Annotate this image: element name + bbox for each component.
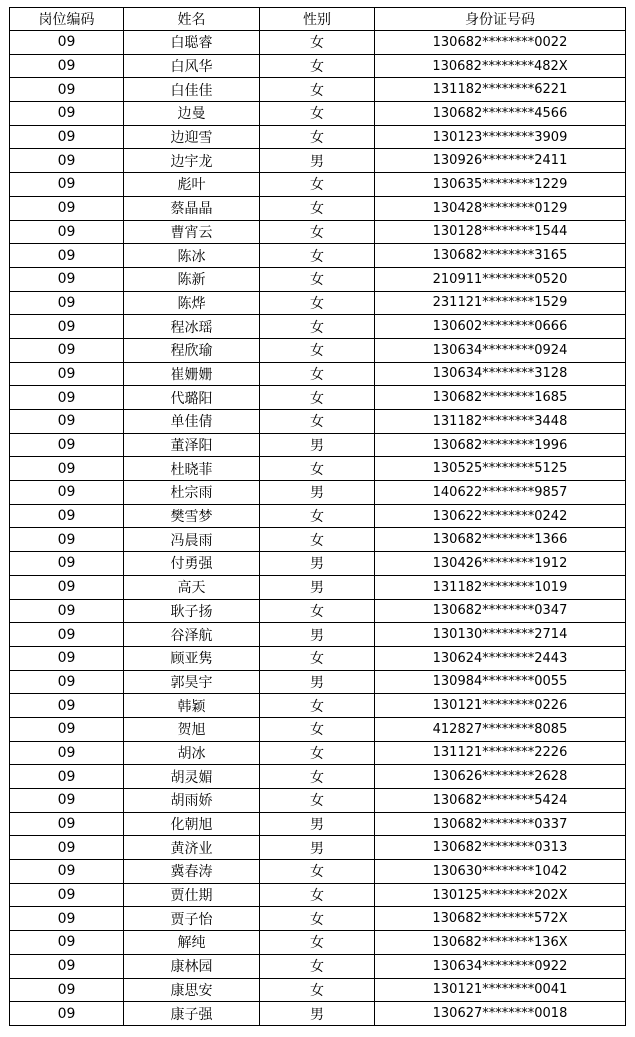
cell-gender: 女 <box>260 386 375 410</box>
table-row <box>10 907 626 931</box>
cell-post-code: 09 <box>10 173 124 197</box>
cell-gender: 男 <box>260 552 375 576</box>
table-row <box>10 362 626 386</box>
cell-id-number: 130624********2443 <box>375 646 626 670</box>
cell-gender: 男 <box>260 812 375 836</box>
cell-gender: 女 <box>260 931 375 955</box>
cell-id-number: 130626********2628 <box>375 765 626 789</box>
cell-post-code: 09 <box>10 338 124 362</box>
cell-id-number: 130926********2411 <box>375 149 626 173</box>
cell-name: 胡雨娇 <box>124 789 260 813</box>
cell-post-code: 09 <box>10 315 124 339</box>
cell-post-code: 09 <box>10 954 124 978</box>
cell-gender: 女 <box>260 125 375 149</box>
header-post-code: 岗位编码 <box>10 8 124 31</box>
cell-gender: 女 <box>260 54 375 78</box>
table-row <box>10 812 626 836</box>
table-row <box>10 78 626 102</box>
cell-post-code: 09 <box>10 149 124 173</box>
cell-gender: 女 <box>260 789 375 813</box>
cell-id-number: 130121********0226 <box>375 694 626 718</box>
cell-id-number: 130682********482X <box>375 54 626 78</box>
cell-name: 贾仕期 <box>124 883 260 907</box>
cell-id-number: 130634********0922 <box>375 954 626 978</box>
table-row <box>10 1002 626 1026</box>
cell-name: 胡灵媚 <box>124 765 260 789</box>
table-row <box>10 102 626 126</box>
cell-name: 崔姗姗 <box>124 362 260 386</box>
cell-name: 耿子扬 <box>124 599 260 623</box>
table-row <box>10 765 626 789</box>
cell-post-code: 09 <box>10 931 124 955</box>
cell-post-code: 09 <box>10 528 124 552</box>
cell-post-code: 09 <box>10 765 124 789</box>
cell-name: 樊雪梦 <box>124 504 260 528</box>
cell-id-number: 130525********5125 <box>375 457 626 481</box>
table-row <box>10 670 626 694</box>
table-row <box>10 481 626 505</box>
cell-id-number: 130125********202X <box>375 883 626 907</box>
cell-name: 冯晨雨 <box>124 528 260 552</box>
cell-post-code: 09 <box>10 599 124 623</box>
cell-name: 边宇龙 <box>124 149 260 173</box>
cell-post-code: 09 <box>10 907 124 931</box>
cell-name: 郭昊宇 <box>124 670 260 694</box>
cell-post-code: 09 <box>10 860 124 884</box>
table-row <box>10 410 626 434</box>
cell-id-number: 130121********0041 <box>375 978 626 1002</box>
cell-id-number: 130123********3909 <box>375 125 626 149</box>
cell-gender: 女 <box>260 173 375 197</box>
cell-name: 冀春涛 <box>124 860 260 884</box>
cell-gender: 女 <box>260 954 375 978</box>
cell-post-code: 09 <box>10 31 124 55</box>
table-row <box>10 125 626 149</box>
cell-gender: 男 <box>260 623 375 647</box>
cell-gender: 女 <box>260 31 375 55</box>
cell-gender: 女 <box>260 741 375 765</box>
cell-gender: 女 <box>260 410 375 434</box>
table-row <box>10 575 626 599</box>
cell-post-code: 09 <box>10 883 124 907</box>
cell-post-code: 09 <box>10 54 124 78</box>
cell-gender: 女 <box>260 315 375 339</box>
table-row <box>10 433 626 457</box>
cell-id-number: 412827********8085 <box>375 717 626 741</box>
cell-id-number: 130682********1685 <box>375 386 626 410</box>
cell-post-code: 09 <box>10 196 124 220</box>
table-row <box>10 860 626 884</box>
cell-id-number: 131182********3448 <box>375 410 626 434</box>
cell-post-code: 09 <box>10 670 124 694</box>
cell-name: 康子强 <box>124 1002 260 1026</box>
applicant-table <box>9 7 626 1026</box>
cell-name: 董泽阳 <box>124 433 260 457</box>
cell-name: 贾子怡 <box>124 907 260 931</box>
cell-gender: 女 <box>260 646 375 670</box>
cell-post-code: 09 <box>10 125 124 149</box>
cell-id-number: 130128********1544 <box>375 220 626 244</box>
cell-id-number: 130634********3128 <box>375 362 626 386</box>
table-row <box>10 836 626 860</box>
cell-id-number: 130682********136X <box>375 931 626 955</box>
table-row <box>10 457 626 481</box>
table-row <box>10 338 626 362</box>
cell-post-code: 09 <box>10 481 124 505</box>
cell-post-code: 09 <box>10 504 124 528</box>
cell-id-number: 130682********0022 <box>375 31 626 55</box>
cell-gender: 男 <box>260 670 375 694</box>
table-row <box>10 386 626 410</box>
cell-gender: 男 <box>260 481 375 505</box>
cell-name: 高天 <box>124 575 260 599</box>
cell-post-code: 09 <box>10 741 124 765</box>
cell-name: 代璐阳 <box>124 386 260 410</box>
cell-gender: 女 <box>260 599 375 623</box>
cell-gender: 女 <box>260 267 375 291</box>
cell-name: 付勇强 <box>124 552 260 576</box>
cell-name: 解纯 <box>124 931 260 955</box>
cell-post-code: 09 <box>10 717 124 741</box>
cell-name: 边曼 <box>124 102 260 126</box>
cell-id-number: 130682********1366 <box>375 528 626 552</box>
cell-gender: 女 <box>260 196 375 220</box>
cell-gender: 男 <box>260 836 375 860</box>
cell-id-number: 130682********5424 <box>375 789 626 813</box>
cell-name: 康林园 <box>124 954 260 978</box>
cell-id-number: 140622********9857 <box>375 481 626 505</box>
table-row <box>10 267 626 291</box>
cell-post-code: 09 <box>10 267 124 291</box>
cell-post-code: 09 <box>10 552 124 576</box>
table-row <box>10 552 626 576</box>
cell-id-number: 130984********0055 <box>375 670 626 694</box>
table-row <box>10 196 626 220</box>
table-row <box>10 789 626 813</box>
cell-id-number: 130622********0242 <box>375 504 626 528</box>
cell-gender: 男 <box>260 149 375 173</box>
cell-gender: 女 <box>260 338 375 362</box>
cell-gender: 女 <box>260 765 375 789</box>
cell-name: 韩颖 <box>124 694 260 718</box>
cell-post-code: 09 <box>10 433 124 457</box>
cell-name: 顾亚隽 <box>124 646 260 670</box>
cell-id-number: 130130********2714 <box>375 623 626 647</box>
table-row <box>10 646 626 670</box>
cell-gender: 女 <box>260 291 375 315</box>
cell-id-number: 130682********4566 <box>375 102 626 126</box>
cell-id-number: 131182********1019 <box>375 575 626 599</box>
cell-gender: 女 <box>260 102 375 126</box>
header-row <box>10 8 626 31</box>
cell-name: 贺旭 <box>124 717 260 741</box>
cell-id-number: 130682********572X <box>375 907 626 931</box>
header-gender: 性别 <box>260 8 375 31</box>
cell-id-number: 130682********3165 <box>375 244 626 268</box>
cell-name: 胡冰 <box>124 741 260 765</box>
cell-gender: 女 <box>260 504 375 528</box>
table-row <box>10 528 626 552</box>
cell-id-number: 131182********6221 <box>375 78 626 102</box>
cell-name: 程冰瑶 <box>124 315 260 339</box>
cell-post-code: 09 <box>10 244 124 268</box>
cell-name: 程欣瑜 <box>124 338 260 362</box>
header-id-number: 身份证号码 <box>375 8 626 31</box>
cell-id-number: 130634********0924 <box>375 338 626 362</box>
table-row <box>10 883 626 907</box>
cell-name: 杜宗雨 <box>124 481 260 505</box>
cell-post-code: 09 <box>10 362 124 386</box>
cell-name: 陈烨 <box>124 291 260 315</box>
cell-gender: 男 <box>260 1002 375 1026</box>
cell-name: 谷泽航 <box>124 623 260 647</box>
table-row <box>10 931 626 955</box>
cell-post-code: 09 <box>10 646 124 670</box>
cell-id-number: 130682********0337 <box>375 812 626 836</box>
table-row <box>10 291 626 315</box>
table-row <box>10 54 626 78</box>
cell-id-number: 231121********1529 <box>375 291 626 315</box>
cell-name: 白聪睿 <box>124 31 260 55</box>
cell-gender: 女 <box>260 457 375 481</box>
cell-post-code: 09 <box>10 575 124 599</box>
cell-id-number: 130682********1996 <box>375 433 626 457</box>
cell-name: 杜晓菲 <box>124 457 260 481</box>
cell-post-code: 09 <box>10 291 124 315</box>
cell-gender: 女 <box>260 220 375 244</box>
cell-id-number: 130602********0666 <box>375 315 626 339</box>
table-row <box>10 599 626 623</box>
cell-gender: 女 <box>260 78 375 102</box>
cell-post-code: 09 <box>10 789 124 813</box>
cell-post-code: 09 <box>10 410 124 434</box>
cell-gender: 女 <box>260 244 375 268</box>
cell-name: 边迎雪 <box>124 125 260 149</box>
cell-id-number: 130630********1042 <box>375 860 626 884</box>
cell-name: 白佳佳 <box>124 78 260 102</box>
cell-post-code: 09 <box>10 102 124 126</box>
cell-post-code: 09 <box>10 978 124 1002</box>
cell-post-code: 09 <box>10 220 124 244</box>
cell-id-number: 130682********0347 <box>375 599 626 623</box>
cell-name: 陈冰 <box>124 244 260 268</box>
cell-gender: 女 <box>260 717 375 741</box>
table-body <box>10 31 626 1026</box>
table-row <box>10 954 626 978</box>
cell-name: 单佳倩 <box>124 410 260 434</box>
cell-gender: 女 <box>260 528 375 552</box>
table-row <box>10 31 626 55</box>
cell-post-code: 09 <box>10 623 124 647</box>
cell-post-code: 09 <box>10 1002 124 1026</box>
cell-id-number: 130682********0313 <box>375 836 626 860</box>
cell-gender: 男 <box>260 433 375 457</box>
table-row <box>10 315 626 339</box>
table-row <box>10 149 626 173</box>
cell-id-number: 210911********0520 <box>375 267 626 291</box>
cell-name: 陈新 <box>124 267 260 291</box>
cell-name: 黄济业 <box>124 836 260 860</box>
table-row <box>10 623 626 647</box>
cell-post-code: 09 <box>10 694 124 718</box>
cell-id-number: 131121********2226 <box>375 741 626 765</box>
cell-post-code: 09 <box>10 386 124 410</box>
cell-post-code: 09 <box>10 457 124 481</box>
table-row <box>10 717 626 741</box>
cell-gender: 女 <box>260 694 375 718</box>
cell-post-code: 09 <box>10 812 124 836</box>
cell-name: 白风华 <box>124 54 260 78</box>
cell-name: 曹宵云 <box>124 220 260 244</box>
cell-gender: 女 <box>260 362 375 386</box>
cell-gender: 女 <box>260 907 375 931</box>
cell-post-code: 09 <box>10 836 124 860</box>
table-row <box>10 694 626 718</box>
cell-name: 化朝旭 <box>124 812 260 836</box>
cell-gender: 男 <box>260 575 375 599</box>
table-row <box>10 244 626 268</box>
cell-id-number: 130426********1912 <box>375 552 626 576</box>
cell-id-number: 130627********0018 <box>375 1002 626 1026</box>
table-row <box>10 220 626 244</box>
table-row <box>10 741 626 765</box>
table-row <box>10 173 626 197</box>
cell-gender: 女 <box>260 883 375 907</box>
cell-id-number: 130428********0129 <box>375 196 626 220</box>
header-name: 姓名 <box>124 8 260 31</box>
cell-name: 蔡晶晶 <box>124 196 260 220</box>
cell-gender: 女 <box>260 978 375 1002</box>
cell-id-number: 130635********1229 <box>375 173 626 197</box>
table-row <box>10 504 626 528</box>
cell-post-code: 09 <box>10 78 124 102</box>
cell-name: 彪叶 <box>124 173 260 197</box>
cell-name: 康思安 <box>124 978 260 1002</box>
cell-gender: 女 <box>260 860 375 884</box>
table-row <box>10 978 626 1002</box>
